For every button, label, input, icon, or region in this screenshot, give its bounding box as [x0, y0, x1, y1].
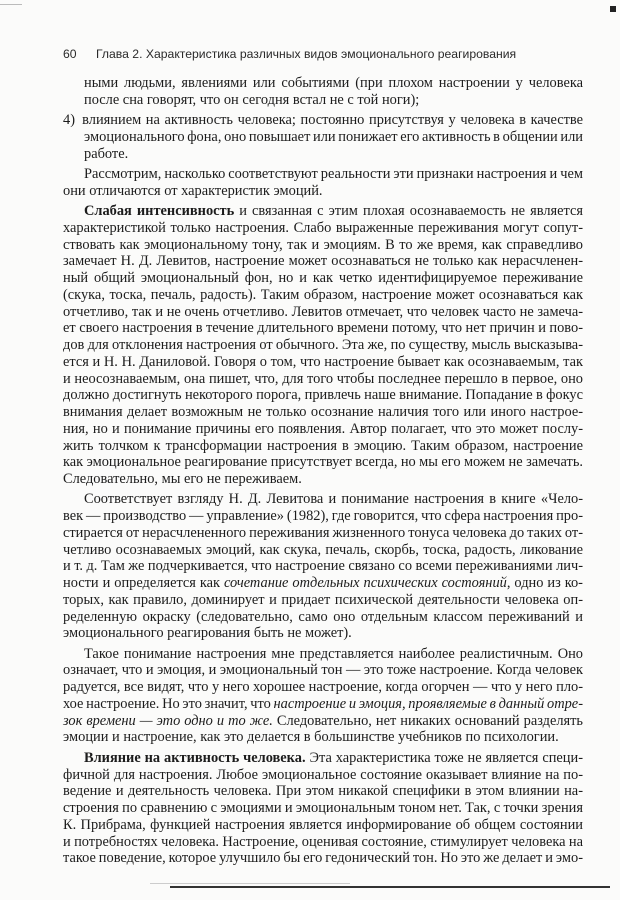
- scan-corner-mark: [610, 6, 616, 12]
- text-line-content: [63, 371, 583, 388]
- text-line-content: [63, 850, 583, 867]
- text-line: [63, 783, 583, 800]
- text-run: Следовательно, мы его не переживаем.: [63, 471, 302, 488]
- text-line-content: [84, 750, 583, 767]
- text-line-content: [63, 183, 323, 200]
- list-item: [63, 112, 583, 162]
- text-line-content: [84, 75, 583, 92]
- bottom-rule: [170, 886, 610, 888]
- text-line: [63, 75, 583, 92]
- text-line-content: [63, 270, 583, 287]
- text-run: и связанная с этим плохая осознаваемость не является: [234, 203, 583, 220]
- text-line-content: [63, 834, 583, 851]
- text-run: торых, как правило, доминирует и придает психической деятельности человека оп-: [63, 591, 583, 608]
- text-run: и потребностях человека. Настроение, оценивая состояние, стимулирует человека на: [63, 833, 583, 850]
- bold-run-in-heading: Слабая интенсивность: [84, 203, 235, 220]
- text-line-content: [63, 508, 583, 525]
- text-line-content: [63, 679, 583, 696]
- text-line: [63, 454, 583, 471]
- text-line: [63, 129, 583, 146]
- text-run: как эмоциональное реагирование присутствует всегда, но мы его можем не замечать.: [63, 454, 583, 471]
- text-line: [63, 750, 583, 767]
- text-line-content: [84, 203, 583, 220]
- text-run: ности и определяется как: [63, 575, 225, 592]
- text-line-content: [63, 696, 583, 713]
- text-run: К. Прибрама, функцией настроения является информирование об общем состоянии: [63, 816, 583, 833]
- text-run: такое поведение, которое улучшило бы его гедонический тон. Но это же делает и эмо-: [63, 850, 583, 867]
- text-line: [63, 817, 583, 834]
- text-line-content: [63, 454, 583, 471]
- list-item-continuation: [63, 75, 583, 109]
- text-line: [63, 270, 583, 287]
- text-line-content: [63, 471, 302, 488]
- text-line: [63, 304, 583, 321]
- text-line: [63, 166, 583, 183]
- text-line: [63, 767, 583, 784]
- text-run: стирается от нерасчлененного переживания жизненного тонуса человека до таких от-: [63, 524, 583, 541]
- text-line: [63, 558, 583, 575]
- text-line-content: [63, 575, 583, 592]
- text-run: и т. д. Там же подчеркивается, что настроение связано со всеми переживаниями лич-: [63, 558, 583, 575]
- text-line: [63, 183, 583, 200]
- text-line-content: [63, 337, 583, 354]
- italic-emphasis: сочетание отдельных психических состояний: [224, 575, 507, 592]
- text-line: [63, 679, 583, 696]
- text-line-content: [84, 491, 583, 508]
- paragraph: [63, 750, 583, 867]
- text-line: [63, 387, 583, 404]
- text-line-content: [63, 783, 583, 800]
- text-run: Такое понимание настроения мне представляется наиболее реалистичным. Оно: [84, 645, 583, 662]
- text-line-content: [63, 525, 583, 542]
- text-run: ределенную окраску (следовательно, само оно отдельным классом переживаний и: [63, 608, 583, 625]
- paragraph: [63, 646, 583, 747]
- text-run: хое настроение. Но это значит, что: [63, 695, 274, 712]
- text-line-content: [63, 253, 583, 270]
- text-line-content: [63, 662, 583, 679]
- text-line-content: [84, 166, 583, 183]
- text-run: эмоции и настроение, как это делается в большинстве учебников по психологии.: [63, 729, 559, 746]
- text-line: [63, 438, 583, 455]
- text-line: [63, 696, 583, 713]
- text-run: ными людьми, явлениями или событиями (при плохом настроении у человека: [84, 75, 583, 91]
- text-run: дов для отклонения настроения от обычного. Эта же, по существу, мысль высказыва-: [63, 337, 583, 354]
- bold-run-in-heading: Влияние на активность человека.: [84, 749, 306, 766]
- text-run: ствовать как эмоциональному тону, так и эмоциям. В то же время, как справедливо: [63, 236, 583, 253]
- page-number: 60: [63, 47, 77, 61]
- text-line-content: [63, 592, 583, 609]
- text-run: и неосознаваемым, она пишет, что, для того чтобы последнее перешло в первое, оно: [63, 370, 583, 387]
- text-run: ется и Н. Н. Даниловой. Говоря о том, что настроение бывает как осознаваемым, так: [63, 353, 583, 370]
- text-line: [63, 320, 583, 337]
- text-line: [63, 203, 583, 220]
- text-line: [63, 592, 583, 609]
- text-line: [63, 508, 583, 525]
- text-line: [63, 834, 583, 851]
- text-line-content: [63, 558, 583, 575]
- text-line: [63, 471, 583, 488]
- text-run: , одно из ко-: [506, 575, 583, 592]
- text-line: [63, 662, 583, 679]
- text-line-content: [84, 92, 419, 109]
- text-run: фичной для настроения. Любое эмоциональное состояние оказывает влияние на по-: [63, 766, 583, 783]
- text-line-content: [63, 112, 583, 129]
- text-run: (скука, тоска, печаль, радость). Таким образом, настроение может осознаваться как: [63, 286, 583, 303]
- scan-artifact-line: [150, 883, 350, 884]
- text-line-content: [63, 220, 583, 237]
- italic-emphasis: зок времени — это одно и то же.: [63, 712, 273, 729]
- text-run: эмоционального реагирования быть не может).: [63, 625, 352, 642]
- text-line-content: [63, 387, 583, 404]
- text-run: век — производство — управление» (1982), где говорится, что сфера настроения про-: [63, 508, 583, 525]
- text-run: замечает Н. Д. Левитов, настроение может осознаваться не только как нерасчленен-: [63, 253, 583, 270]
- text-run: Следовательно, нет никаких оснований разделять: [272, 712, 583, 729]
- text-line: [63, 491, 583, 508]
- text-line: [63, 112, 583, 129]
- text-run: означает, что и эмоция, и эмоциональный тон — это тоже настроение. Когда человек: [63, 662, 583, 679]
- text-line-content: [63, 609, 583, 626]
- text-run: строения по сравнению с эмоциями и эмоциональным тоном нет. Так, с точки зрения: [63, 800, 583, 817]
- text-run: эмоционального фона, оно повышает или понижает его активность в общении или: [84, 128, 583, 145]
- text-run: радуется, все видят, что у него хорошее настроение, когда огорчен — что у него пло-: [63, 679, 583, 696]
- text-line-content: [84, 646, 583, 663]
- text-run: ния, но и понимание причины его появления. Автор полагает, что это может послу-: [63, 420, 583, 437]
- text-line: [63, 646, 583, 663]
- text-line: [63, 354, 583, 371]
- text-run: после сна говорят, что он сегодня встал не с той ноги);: [84, 91, 420, 108]
- text-line-content: [63, 800, 583, 817]
- text-run: жить толчком к трансформации настроения в эмоцию. Таким образом, настроение: [63, 437, 583, 454]
- text-line: [63, 625, 583, 642]
- text-line: [63, 146, 583, 163]
- text-line-content: [63, 542, 583, 559]
- text-run: внимания делает возможным не только осознание наличия того или иного настрое-: [63, 404, 583, 421]
- text-line: [63, 609, 583, 626]
- text-line-content: [63, 287, 583, 304]
- text-line-content: [63, 438, 583, 455]
- text-run: работе.: [84, 145, 129, 162]
- paragraph: [63, 166, 583, 200]
- text-line-content: [63, 817, 583, 834]
- text-line-content: [84, 129, 583, 146]
- text-run: отчетливо, так и не очень отчетливо. Левитов отмечает, что человек часто не замеча-: [63, 303, 583, 320]
- text-line: [63, 404, 583, 421]
- text-line-content: [63, 713, 583, 730]
- text-line: [63, 371, 583, 388]
- text-line: [63, 525, 583, 542]
- text-line: [63, 575, 583, 592]
- text-run: Рассмотрим, насколько соответствуют реальности эти признаки настроения и чем: [84, 165, 583, 182]
- text-run: ведение и деятельность человека. При этом никакой специфики в этом влиянии на-: [63, 783, 583, 800]
- text-line: [63, 337, 583, 354]
- text-line: [63, 220, 583, 237]
- text-line-content: [63, 304, 583, 321]
- text-run: четливо осознаваемых эмоций, как скука, печаль, скорбь, тоска, радость, ликование: [63, 541, 583, 558]
- text-line: [63, 287, 583, 304]
- page-body: [63, 75, 583, 871]
- text-run: характеристикой только настроения. Слабо выраженные переживания могут сопут-: [63, 219, 583, 236]
- text-line-content: [63, 767, 583, 784]
- text-line: [63, 850, 583, 867]
- paragraph: [63, 203, 583, 488]
- text-line: [63, 253, 583, 270]
- text-line: [63, 800, 583, 817]
- text-line: [63, 542, 583, 559]
- text-run: 4) влиянием на активность человека; постоянно присутствуя у человека в качестве: [63, 112, 583, 129]
- text-run: они отличаются от характеристик эмоций.: [63, 182, 323, 199]
- text-line: [63, 421, 583, 438]
- text-line-content: [63, 625, 352, 642]
- text-line-content: [63, 421, 583, 438]
- text-line-content: [63, 354, 583, 371]
- text-line-content: [63, 237, 583, 254]
- text-line-content: [63, 404, 583, 421]
- text-line: [63, 92, 583, 109]
- text-line-content: [63, 729, 559, 746]
- text-run: ет своего настроения в течение длительного времени потому, что нет причин и пово-: [63, 320, 583, 337]
- italic-emphasis: настроение и эмоция, проявляемые в данный отре-: [273, 695, 583, 712]
- text-line: [63, 237, 583, 254]
- text-line-content: [63, 320, 583, 337]
- text-run: Соответствует взгляду Н. Д. Левитова и понимание настроения в книге «Чело-: [84, 491, 583, 508]
- paragraph: [63, 491, 583, 642]
- text-run: должно достигнуть некоторого порога, привлечь наше внимание. Попадание в фокус: [63, 387, 583, 404]
- text-run: Эта характеристика тоже не является специ-: [305, 749, 583, 766]
- text-line-content: [84, 146, 128, 163]
- running-title: Глава 2. Характеристика различных видов эмоционального реагирования: [96, 47, 517, 61]
- text-line: [63, 729, 583, 746]
- text-run: ный общий эмоциональный фон, но и как четко идентифицируемое переживание: [63, 270, 583, 287]
- scan-edge-line: [0, 4, 22, 5]
- text-line: [63, 713, 583, 730]
